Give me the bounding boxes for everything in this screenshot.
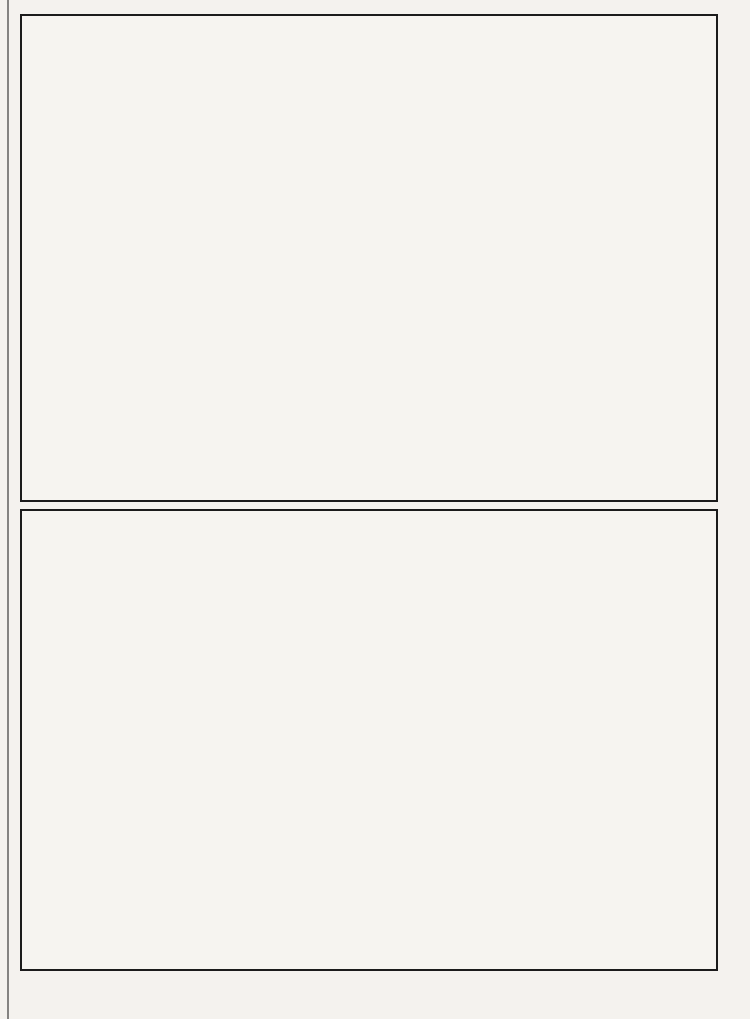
roster-table-top — [20, 14, 718, 502]
roster-table-bottom — [20, 509, 718, 971]
scan-edge-artifact — [7, 0, 9, 1019]
